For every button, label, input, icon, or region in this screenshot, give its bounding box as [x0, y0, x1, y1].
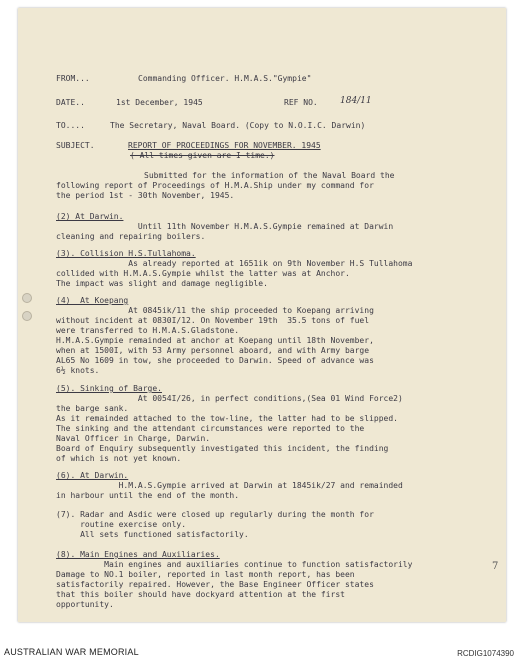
section-heading: (8). Main Engines and Auxiliaries.: [56, 550, 220, 559]
section-heading: (4) At Koepang: [56, 296, 129, 305]
margin-mark: 7: [492, 561, 499, 572]
section-line: The impact was slight and damage negligible.: [56, 279, 268, 288]
section-line: All sets functioned satisfactorily.: [56, 530, 249, 539]
to-value: The Secretary, Naval Board. (Copy to N.O.I.C. Darwin): [110, 121, 366, 130]
section-line: of which is not yet known.: [56, 454, 182, 463]
section-line: without incident at 0830I/12. On November 19th 35.5 tons of fuel: [56, 316, 370, 325]
archive-credit: AUSTRALIAN WAR MEMORIAL: [4, 647, 139, 657]
ref-value: 184/11: [340, 96, 372, 106]
section-line: H.M.A.S.Gympie arrived at Darwin at 1845ik/27 and remainded: [56, 481, 403, 490]
section-heading: (5). Sinking of Barge.: [56, 384, 162, 393]
document-page: [18, 8, 506, 622]
section-line: when at 1500I, with 53 Army personnel aboard, and with Army barge: [56, 346, 370, 355]
section-line: At 0054I/26, in perfect conditions,(Sea 01 Wind Force2): [56, 394, 403, 403]
section-line: AL65 No 1609 in tow, she proceeded to Darwin. Speed of advance was: [56, 356, 374, 365]
section-line: At 0845ik/11 the ship proceeded to Koepang arriving: [56, 306, 374, 315]
section-line: Naval Officer in Charge, Darwin.: [56, 434, 211, 443]
subject-value: REPORT OF PROCEEDINGS FOR NOVEMBER. 1945: [128, 141, 321, 150]
section-line: were transferred to H.M.A.S.Gladstone.: [56, 326, 240, 335]
record-id: RCDIG1074390: [457, 649, 514, 658]
section-line: H.M.A.S.Gympie remainded at anchor at Koepang until 18th November,: [56, 336, 374, 345]
section-heading: (6). At Darwin.: [56, 471, 129, 480]
date-label: DATE..: [56, 98, 85, 107]
section-line: cleaning and repairing boilers.: [56, 232, 206, 241]
section-line: As already reported at 1651ik on 9th November H.S Tullahoma: [56, 259, 413, 268]
intro-line: the period 1st - 30th November, 1945.: [56, 191, 235, 200]
section-line: Damage to NO.1 boiler, reported in last month report, has been: [56, 570, 355, 579]
section-line: The sinking and the attendant circumstances were reported to the: [56, 424, 365, 433]
subject-note: ( All times given are I time.): [130, 151, 275, 160]
section-line: opportunity.: [56, 600, 114, 609]
section-line: that this boiler should have dockyard attention at the first: [56, 590, 345, 599]
section-line: in harbour until the end of the month.: [56, 491, 240, 500]
section-line: (7). Radar and Asdic were closed up regularly during the month for: [56, 510, 374, 519]
section-heading: (2) At Darwin.: [56, 212, 124, 221]
section-line: 6½ knots.: [56, 366, 100, 375]
section-line: collided with H.M.A.S.Gympie whilst the latter was at Anchor.: [56, 269, 350, 278]
from-label: FROM...: [56, 74, 90, 83]
ref-label: REF NO.: [284, 98, 318, 107]
to-label: TO....: [56, 121, 85, 130]
section-line: Until 11th November H.M.A.S.Gympie remained at Darwin: [56, 222, 394, 231]
from-value: Commanding Officer. H.M.A.S."Gympie": [138, 74, 312, 83]
subject-label: SUBJECT.: [56, 141, 95, 150]
section-line: routine exercise only.: [56, 520, 187, 529]
section-heading: (3). Collision H.S.Tullahoma.: [56, 249, 196, 258]
section-line: satisfactorily repaired. However, the Base Engineer Officer states: [56, 580, 374, 589]
section-line: Main engines and auxiliaries continue to function satisfactorily: [56, 560, 413, 569]
date-value: 1st December, 1945: [116, 98, 203, 107]
section-line: the barge sank.: [56, 404, 129, 413]
typed-report: [18, 8, 506, 622]
section-line: As it remainded attached to the tow-line, the latter had to be slipped.: [56, 414, 398, 423]
intro-line: following report of Proceedings of H.M.A.Ship under my command for: [56, 181, 374, 190]
section-line: Board of Enquiry subsequently investigated this incident, the finding: [56, 444, 389, 453]
intro-line: Submitted for the information of the Naval Board the: [144, 171, 395, 180]
